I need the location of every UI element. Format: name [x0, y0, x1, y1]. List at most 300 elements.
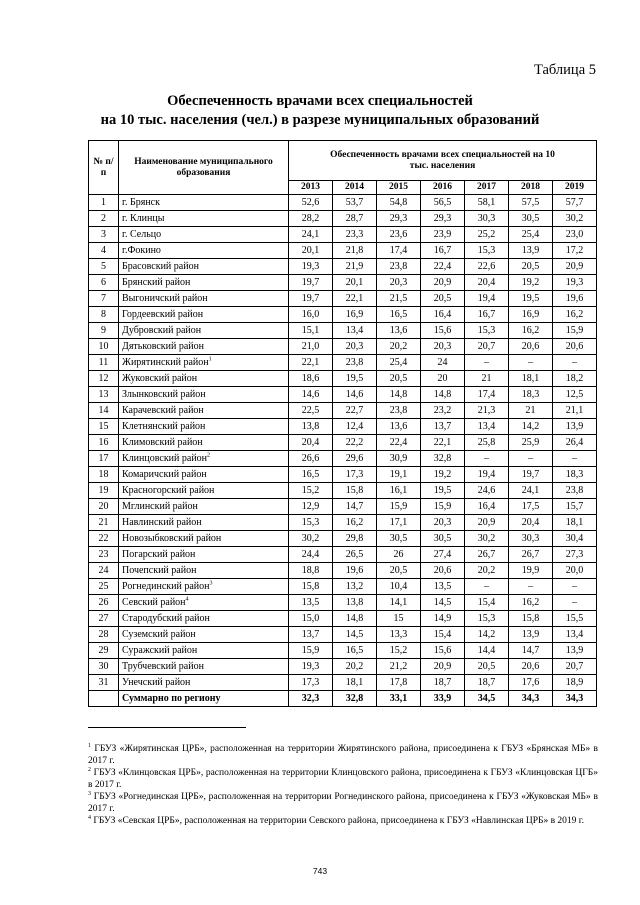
row-number: 31: [89, 675, 119, 691]
summary-label: Суммарно по региону: [119, 691, 289, 707]
value-cell: 53,7: [333, 195, 377, 211]
value-cell: 16,4: [421, 307, 465, 323]
value-cell: 20,9: [465, 515, 509, 531]
value-cell: 14,1: [377, 595, 421, 611]
value-cell: 14,6: [333, 387, 377, 403]
value-cell: 19,7: [509, 467, 553, 483]
value-cell: 13,9: [553, 419, 597, 435]
municipality-name: Комаричский район: [122, 469, 207, 480]
value-cell: 16,2: [509, 595, 553, 611]
value-cell: 21,8: [333, 243, 377, 259]
table-row: [89, 355, 597, 371]
table-label: Таблица 5: [533, 62, 596, 78]
footnote-ref: 4: [185, 596, 189, 603]
value-cell: 16,2: [553, 307, 597, 323]
value-cell: 22,5: [289, 403, 333, 419]
value-cell: 18,9: [553, 675, 597, 691]
value-cell: 20,2: [333, 659, 377, 675]
value-cell: 22,1: [333, 291, 377, 307]
value-cell: 25,9: [509, 435, 553, 451]
table-title-line-2: на 10 тыс. населения (чел.) в разрезе муниципальных образований: [100, 112, 540, 128]
value-cell: 15,2: [289, 483, 333, 499]
row-number: 4: [89, 243, 119, 259]
municipality-name: Дятьковский район: [122, 341, 205, 352]
table-body: [89, 195, 597, 707]
value-cell: 20,3: [421, 339, 465, 355]
value-cell: 15,8: [509, 611, 553, 627]
row-number: 10: [89, 339, 119, 355]
municipality-name: г. Брянск: [122, 197, 160, 208]
municipality-cell: [119, 195, 289, 211]
value-cell: 14,2: [465, 627, 509, 643]
value-cell: 30,3: [465, 211, 509, 227]
footnote-text: ГБУЗ «Севская ЦРБ», расположенная на территории Севского района, присоединена к ГБУЗ «Навлинская ЦРБ» в 2019 г.: [93, 816, 585, 826]
value-cell: 30,3: [509, 531, 553, 547]
footnote-text: ГБУЗ «Клинцовская ЦРБ», расположенная на территории Клинцовского района, присоединена к ГБУЗ «Клинцовская ЦГБ» в 2017 г.: [88, 768, 598, 790]
value-cell: 20,6: [509, 339, 553, 355]
value-cell: 24,4: [289, 547, 333, 563]
value-cell: 16,2: [333, 515, 377, 531]
value-cell: 29,3: [421, 211, 465, 227]
value-cell: –: [465, 579, 509, 595]
value-cell: 13,4: [333, 323, 377, 339]
value-cell: 12,9: [289, 499, 333, 515]
value-cell: 19,6: [553, 291, 597, 307]
summary-num-cell: [89, 691, 119, 707]
value-cell: 15,6: [421, 323, 465, 339]
value-cell: 19,7: [289, 291, 333, 307]
value-cell: 19,9: [509, 563, 553, 579]
footnote-mark: 1: [88, 742, 91, 749]
municipality-cell: [119, 467, 289, 483]
value-cell: 32,8: [421, 451, 465, 467]
table-row: [89, 595, 597, 611]
value-cell: 30,5: [421, 531, 465, 547]
value-cell: 15,8: [289, 579, 333, 595]
municipality-name: Дубровский район: [122, 325, 202, 336]
value-cell: 16,1: [377, 483, 421, 499]
value-cell: –: [509, 579, 553, 595]
table-row: [89, 579, 597, 595]
value-cell: 17,6: [509, 675, 553, 691]
value-cell: 22,7: [333, 403, 377, 419]
value-cell: 17,4: [377, 243, 421, 259]
municipality-name: Суземский район: [122, 629, 196, 640]
value-cell: 19,2: [509, 275, 553, 291]
municipality-cell: [119, 323, 289, 339]
summary-value-cell: 33,1: [377, 691, 421, 707]
value-cell: 12,4: [333, 419, 377, 435]
header-year: 2016: [421, 181, 465, 195]
value-cell: 26,6: [289, 451, 333, 467]
value-cell: 15,4: [465, 595, 509, 611]
municipality-cell: [119, 579, 289, 595]
value-cell: 56,5: [421, 195, 465, 211]
table-title: [0, 92, 640, 130]
value-cell: 15,9: [421, 499, 465, 515]
footnote-ref: 3: [209, 580, 213, 587]
value-cell: 20,5: [421, 291, 465, 307]
value-cell: 20,2: [465, 563, 509, 579]
value-cell: 57,7: [553, 195, 597, 211]
municipality-name: Брянский район: [122, 277, 191, 288]
footnote: [88, 815, 598, 827]
value-cell: 20,6: [421, 563, 465, 579]
header-year: 2013: [289, 181, 333, 195]
footnote-ref: 2: [207, 452, 211, 459]
value-cell: 26,7: [465, 547, 509, 563]
municipality-name: Почепский район: [122, 565, 197, 576]
value-cell: 17,3: [289, 675, 333, 691]
value-cell: 30,2: [289, 531, 333, 547]
municipality-name: г.Фокино: [122, 245, 161, 256]
table-row: [89, 243, 597, 259]
value-cell: 52,6: [289, 195, 333, 211]
municipality-name: г. Сельцо: [122, 229, 162, 240]
row-number: 13: [89, 387, 119, 403]
table-row: [89, 451, 597, 467]
municipality-name: Севский район: [122, 597, 186, 608]
value-cell: 13,7: [421, 419, 465, 435]
value-cell: 13,9: [509, 627, 553, 643]
value-cell: 14,4: [465, 643, 509, 659]
value-cell: 20,5: [509, 259, 553, 275]
value-cell: 23,8: [377, 403, 421, 419]
value-cell: 13,8: [333, 595, 377, 611]
footnote-mark: 4: [88, 814, 91, 821]
value-cell: 15,9: [377, 499, 421, 515]
value-cell: 14,9: [421, 611, 465, 627]
municipality-name: Климовский район: [122, 437, 203, 448]
value-cell: 14,2: [509, 419, 553, 435]
value-cell: 21,9: [333, 259, 377, 275]
value-cell: 27,4: [421, 547, 465, 563]
value-cell: 16,5: [289, 467, 333, 483]
value-cell: 29,8: [333, 531, 377, 547]
table-row: [89, 563, 597, 579]
value-cell: 21,1: [553, 403, 597, 419]
row-number: 29: [89, 643, 119, 659]
value-cell: –: [553, 595, 597, 611]
table-row: [89, 467, 597, 483]
value-cell: 19,1: [377, 467, 421, 483]
header-year: 2018: [509, 181, 553, 195]
value-cell: 13,4: [553, 627, 597, 643]
row-number: 21: [89, 515, 119, 531]
header-year: 2017: [465, 181, 509, 195]
municipality-cell: [119, 403, 289, 419]
municipality-cell: [119, 243, 289, 259]
table-row: [89, 499, 597, 515]
table-row: [89, 643, 597, 659]
table-row: [89, 227, 597, 243]
value-cell: 22,6: [465, 259, 509, 275]
value-cell: 15,9: [289, 643, 333, 659]
value-cell: 20,3: [421, 515, 465, 531]
footnote-text: ГБУЗ «Жирятинская ЦРБ», расположенная на территории Жирятинского района, присоединена к ГБУЗ «Брянская МБ» в 2017 г.: [88, 744, 598, 766]
value-cell: –: [553, 355, 597, 371]
table-row: [89, 275, 597, 291]
value-cell: 16,9: [333, 307, 377, 323]
value-cell: 19,3: [553, 275, 597, 291]
value-cell: 14,8: [421, 387, 465, 403]
value-cell: 17,5: [509, 499, 553, 515]
value-cell: 24,1: [509, 483, 553, 499]
municipality-cell: [119, 611, 289, 627]
value-cell: 22,4: [421, 259, 465, 275]
table-row: [89, 435, 597, 451]
value-cell: 13,4: [465, 419, 509, 435]
value-cell: 19,5: [333, 371, 377, 387]
physician-supply-table: [88, 140, 597, 707]
value-cell: 16,9: [509, 307, 553, 323]
value-cell: 20,3: [333, 339, 377, 355]
row-number: 1: [89, 195, 119, 211]
value-cell: 20,9: [553, 259, 597, 275]
value-cell: 15,2: [377, 643, 421, 659]
value-cell: 20,9: [421, 659, 465, 675]
value-cell: 19,6: [333, 563, 377, 579]
value-cell: 20,1: [333, 275, 377, 291]
row-number: 24: [89, 563, 119, 579]
value-cell: 17,8: [377, 675, 421, 691]
value-cell: 15,7: [553, 499, 597, 515]
municipality-name: Карачевский район: [122, 405, 204, 416]
municipality-cell: [119, 387, 289, 403]
footnote-mark: 2: [88, 766, 91, 773]
value-cell: –: [509, 355, 553, 371]
value-cell: 15,8: [333, 483, 377, 499]
value-cell: 13,5: [289, 595, 333, 611]
municipality-cell: [119, 515, 289, 531]
municipality-name: Клинцовский район: [122, 453, 208, 464]
value-cell: 24,6: [465, 483, 509, 499]
row-number: 22: [89, 531, 119, 547]
row-number: 15: [89, 419, 119, 435]
value-cell: 25,8: [465, 435, 509, 451]
municipality-cell: [119, 307, 289, 323]
row-number: 17: [89, 451, 119, 467]
value-cell: 20,4: [465, 275, 509, 291]
value-cell: 13,2: [333, 579, 377, 595]
header-name: Наименование муниципального образования: [119, 141, 289, 195]
value-cell: 18,3: [553, 467, 597, 483]
row-number: 16: [89, 435, 119, 451]
summary-value-cell: 32,8: [333, 691, 377, 707]
value-cell: 16,7: [465, 307, 509, 323]
value-cell: 17,4: [465, 387, 509, 403]
value-cell: 14,6: [289, 387, 333, 403]
value-cell: 20,5: [377, 371, 421, 387]
municipality-cell: [119, 595, 289, 611]
municipality-cell: [119, 547, 289, 563]
table-row: [89, 211, 597, 227]
value-cell: 12,5: [553, 387, 597, 403]
value-cell: 15,3: [465, 323, 509, 339]
municipality-name: Стародубский район: [122, 613, 210, 624]
value-cell: 23,0: [553, 227, 597, 243]
value-cell: 19,2: [421, 467, 465, 483]
value-cell: 14,5: [421, 595, 465, 611]
value-cell: 13,8: [289, 419, 333, 435]
value-cell: 19,3: [289, 659, 333, 675]
value-cell: 15,9: [553, 323, 597, 339]
footnote-mark: 3: [88, 790, 91, 797]
value-cell: 19,4: [465, 291, 509, 307]
table-row: [89, 387, 597, 403]
row-number: 7: [89, 291, 119, 307]
value-cell: 18,7: [465, 675, 509, 691]
footnote: [88, 791, 598, 815]
municipality-name: Унечский район: [122, 677, 191, 688]
municipality-cell: [119, 339, 289, 355]
table-row: [89, 323, 597, 339]
value-cell: 30,2: [553, 211, 597, 227]
value-cell: 19,4: [465, 467, 509, 483]
summary-value-cell: 33,9: [421, 691, 465, 707]
value-cell: 18,1: [553, 515, 597, 531]
value-cell: 20: [421, 371, 465, 387]
value-cell: 30,5: [377, 531, 421, 547]
value-cell: 15,3: [465, 243, 509, 259]
value-cell: 20,0: [553, 563, 597, 579]
row-number: 8: [89, 307, 119, 323]
municipality-cell: [119, 435, 289, 451]
value-cell: 21: [465, 371, 509, 387]
value-cell: 25,2: [465, 227, 509, 243]
value-cell: 13,3: [377, 627, 421, 643]
value-cell: 15,5: [553, 611, 597, 627]
footnote: [88, 767, 598, 791]
value-cell: 14,5: [333, 627, 377, 643]
value-cell: –: [553, 451, 597, 467]
value-cell: 30,5: [509, 211, 553, 227]
table-row: [89, 419, 597, 435]
value-cell: 14,7: [509, 643, 553, 659]
table-row: [89, 307, 597, 323]
value-cell: –: [553, 579, 597, 595]
summary-value-cell: 32,3: [289, 691, 333, 707]
value-cell: 28,7: [333, 211, 377, 227]
value-cell: 19,5: [421, 483, 465, 499]
municipality-name: Трубчевский район: [122, 661, 204, 672]
value-cell: 30,2: [465, 531, 509, 547]
municipality-name: Злынковский район: [122, 389, 206, 400]
value-cell: 22,4: [377, 435, 421, 451]
municipality-cell: [119, 275, 289, 291]
value-cell: 21,3: [465, 403, 509, 419]
value-cell: 20,3: [377, 275, 421, 291]
value-cell: 57,5: [509, 195, 553, 211]
value-cell: 15,1: [289, 323, 333, 339]
header-year: 2014: [333, 181, 377, 195]
value-cell: 23,9: [421, 227, 465, 243]
value-cell: 30,4: [553, 531, 597, 547]
footnote: [88, 743, 598, 767]
value-cell: 18,1: [333, 675, 377, 691]
table-row: [89, 659, 597, 675]
table-row: [89, 371, 597, 387]
row-number: 9: [89, 323, 119, 339]
municipality-name: Клетнянский район: [122, 421, 206, 432]
municipality-cell: [119, 531, 289, 547]
value-cell: 20,6: [553, 339, 597, 355]
value-cell: 26,4: [553, 435, 597, 451]
row-number: 28: [89, 627, 119, 643]
value-cell: 18,8: [289, 563, 333, 579]
municipality-name: Навлинский район: [122, 517, 202, 528]
municipality-cell: [119, 499, 289, 515]
value-cell: 21: [509, 403, 553, 419]
table-row: [89, 195, 597, 211]
value-cell: 13,9: [553, 643, 597, 659]
municipality-name: Погарский район: [122, 549, 196, 560]
municipality-name: Суражский район: [122, 645, 198, 656]
value-cell: 18,7: [421, 675, 465, 691]
value-cell: 58,1: [465, 195, 509, 211]
municipality-cell: [119, 227, 289, 243]
row-number: 12: [89, 371, 119, 387]
value-cell: 19,3: [289, 259, 333, 275]
value-cell: 16,2: [509, 323, 553, 339]
value-cell: 23,6: [377, 227, 421, 243]
value-cell: 20,1: [289, 243, 333, 259]
value-cell: 20,4: [509, 515, 553, 531]
municipality-name: г. Клинцы: [122, 213, 165, 224]
value-cell: 18,3: [509, 387, 553, 403]
value-cell: 14,8: [377, 387, 421, 403]
value-cell: 10,4: [377, 579, 421, 595]
value-cell: 30,9: [377, 451, 421, 467]
value-cell: 25,4: [509, 227, 553, 243]
value-cell: 15,3: [465, 611, 509, 627]
table-row: [89, 403, 597, 419]
table-row: [89, 611, 597, 627]
row-number: 23: [89, 547, 119, 563]
summary-row: [89, 691, 597, 707]
value-cell: 22,1: [289, 355, 333, 371]
value-cell: 16,0: [289, 307, 333, 323]
value-cell: 20,4: [289, 435, 333, 451]
value-cell: 18,6: [289, 371, 333, 387]
municipality-name: Жирятинский район: [122, 357, 209, 368]
municipality-cell: [119, 675, 289, 691]
municipality-cell: [119, 483, 289, 499]
value-cell: 24: [421, 355, 465, 371]
value-cell: –: [509, 451, 553, 467]
value-cell: 25,4: [377, 355, 421, 371]
value-cell: 20,5: [465, 659, 509, 675]
table-row: [89, 339, 597, 355]
header-num: № п/п: [89, 141, 119, 195]
value-cell: 16,5: [377, 307, 421, 323]
row-number: 20: [89, 499, 119, 515]
value-cell: 26,5: [333, 547, 377, 563]
value-cell: 27,3: [553, 547, 597, 563]
table-row: [89, 675, 597, 691]
value-cell: 54,8: [377, 195, 421, 211]
value-cell: 19,7: [289, 275, 333, 291]
value-cell: 21,0: [289, 339, 333, 355]
table-row: [89, 483, 597, 499]
municipality-name: Рогнединский район: [122, 581, 210, 592]
municipality-cell: [119, 259, 289, 275]
footnote-ref: 1: [208, 356, 212, 363]
municipality-cell: [119, 643, 289, 659]
value-cell: 16,5: [333, 643, 377, 659]
value-cell: 20,6: [509, 659, 553, 675]
table-row: [89, 291, 597, 307]
